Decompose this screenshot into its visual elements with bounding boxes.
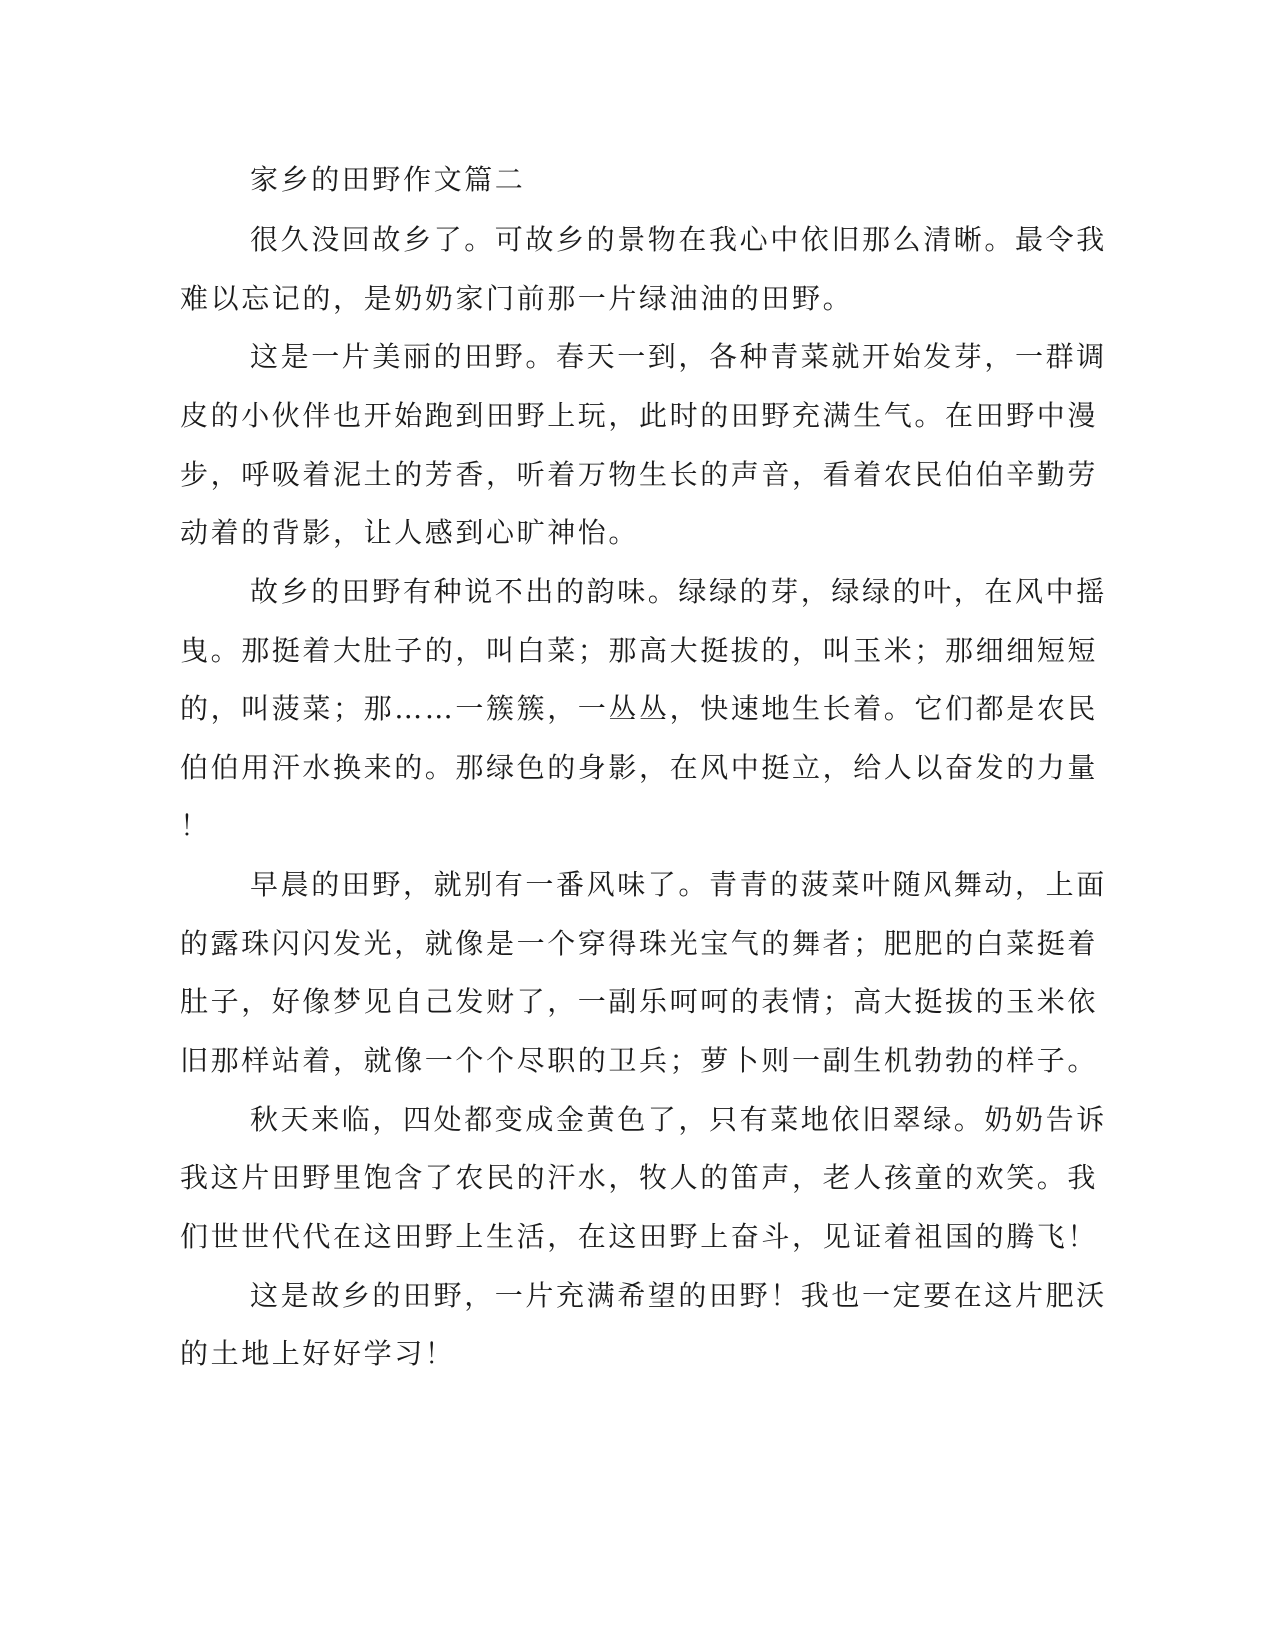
paragraph-4-line-4: 旧那样站着，就像一个个尽职的卫兵；萝卜则一副生机勃勃的样子。 xyxy=(180,1044,1099,1077)
paragraph-4-line-1: 早晨的田野，就别有一番风味了。青青的菠菜叶随风舞动，上面 xyxy=(250,868,1107,901)
paragraph-5-line-1: 秋天来临，四处都变成金黄色了，只有菜地依旧翠绿。奶奶告诉 xyxy=(250,1103,1107,1136)
paragraph-3-line-3: 的，叫菠菜；那……一簇簇，一丛丛，快速地生长着。它们都是农民 xyxy=(180,692,1099,725)
document-title: 家乡的田野作文篇二 xyxy=(250,163,526,196)
paragraph-1-line-1: 很久没回故乡了。可故乡的景物在我心中依旧那么清晰。最令我 xyxy=(250,223,1107,256)
paragraph-6-line-2: 的土地上好好学习！ xyxy=(180,1337,456,1370)
paragraph-2-line-3: 步，呼吸着泥土的芳香，听着万物生长的声音，看着农民伯伯辛勤劳 xyxy=(180,458,1099,491)
paragraph-3-line-5: ！ xyxy=(180,809,211,842)
paragraph-4-line-2: 的露珠闪闪发光，就像是一个穿得珠光宝气的舞者；肥肥的白菜挺着 xyxy=(180,927,1099,960)
paragraph-4-line-3: 肚子，好像梦见自己发财了，一副乐呵呵的表情；高大挺拔的玉米依 xyxy=(180,985,1099,1018)
paragraph-5-line-3: 们世世代代在这田野上生活，在这田野上奋斗，见证着祖国的腾飞！ xyxy=(180,1220,1099,1253)
paragraph-5-line-2: 我这片田野里饱含了农民的汗水，牧人的笛声，老人孩童的欢笑。我 xyxy=(180,1161,1099,1194)
paragraph-3-line-1: 故乡的田野有种说不出的韵味。绿绿的芽，绿绿的叶，在风中摇 xyxy=(250,575,1107,608)
paragraph-3-line-4: 伯伯用汗水换来的。那绿色的身影，在风中挺立，给人以奋发的力量 xyxy=(180,751,1099,784)
paragraph-2-line-1: 这是一片美丽的田野。春天一到，各种青菜就开始发芽，一群调 xyxy=(250,340,1107,373)
paragraph-6-line-1: 这是故乡的田野，一片充满希望的田野！我也一定要在这片肥沃 xyxy=(250,1279,1107,1312)
paragraph-2-line-2: 皮的小伙伴也开始跑到田野上玩，此时的田野充满生气。在田野中漫 xyxy=(180,399,1099,432)
paragraph-3-line-2: 曳。那挺着大肚子的，叫白菜；那高大挺拔的，叫玉米；那细细短短 xyxy=(180,634,1099,667)
paragraph-1-line-2: 难以忘记的，是奶奶家门前那一片绿油油的田野。 xyxy=(180,282,854,315)
paragraph-2-line-4: 动着的背影，让人感到心旷神怡。 xyxy=(180,516,640,549)
